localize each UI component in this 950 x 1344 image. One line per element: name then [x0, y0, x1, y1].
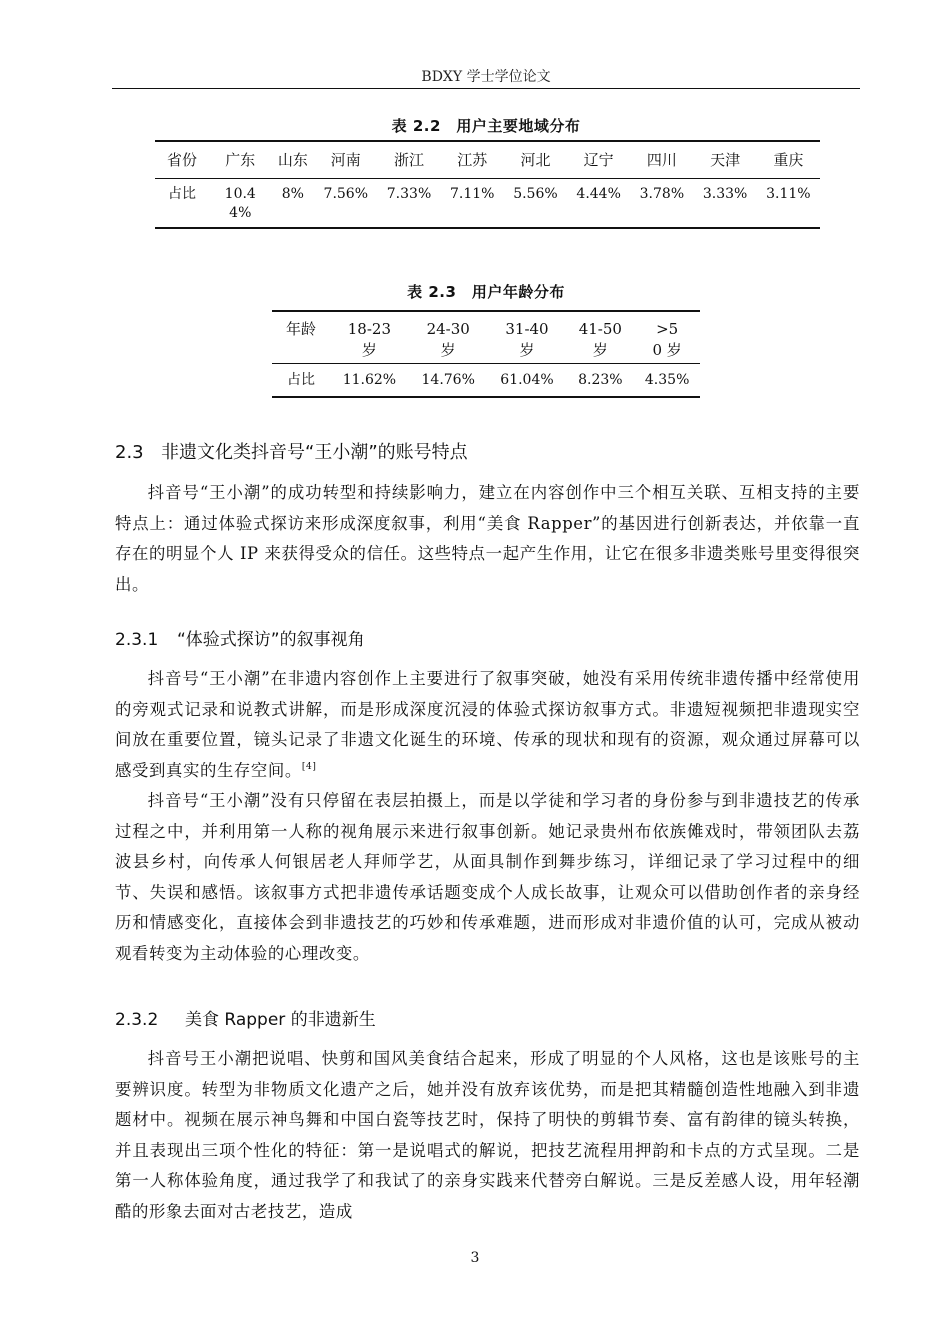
table-row [155, 179, 820, 229]
province-cell: 河南 [314, 141, 377, 179]
age-distribution-table [272, 310, 700, 398]
section-number: 2.3.2 [115, 1010, 159, 1030]
running-header: BDXY 学士学位论文 [421, 69, 551, 85]
table-row [272, 364, 700, 398]
share-cell: 4.44% [576, 186, 621, 202]
province-cell: 天津 [694, 141, 757, 179]
share-cell: 3.33% [702, 186, 748, 202]
section-number: 2.3.1 [115, 630, 159, 650]
table-row [272, 311, 700, 364]
section-title: “体验式探访”的叙事视角 [177, 630, 365, 650]
share-cell: 11.62% [342, 372, 397, 388]
share-cell: 7.56% [323, 186, 369, 202]
table-2-3-caption: 表 2.3 用户年龄分布 [407, 283, 565, 301]
share-cell: 7.33% [386, 186, 432, 202]
region-distribution-table [155, 140, 820, 229]
province-cell: 重庆 [757, 141, 820, 179]
section-2-3-1-paragraph-1: 抖音号“王小潮”在非遗内容创作上主要进行了叙事突破，她没有采用传统非遗传播中经常使用的旁观式记录和说教式讲解，而是形成深度沉浸的体验式探访叙事方式。非遗短视频把非遗现实空间放在重要位置，镜头记录了非遗文化诞生的环境、传承的现状和现有的资源，观众通过屏幕可以感受到真实的生存空间。[4] [115, 669, 860, 780]
share-cell: 10.44% [224, 186, 256, 221]
page-number: 3 [470, 1250, 480, 1266]
province-cell: 浙江 [377, 141, 440, 179]
age-group-cell: 31-40 岁 [488, 311, 567, 364]
section-2-3-2-paragraph: 抖音号王小潮把说唱、快剪和国风美食结合起来，形成了明显的个人风格，这也是该账号的主要辨识度。转型为非物质文化遗产之后，她并没有放弃该优势，而是把其精髓创造性地融入到非遗题材中。视频在展示神鸟舞和中国白瓷等技艺时，保持了明快的剪辑节奏、富有韵律的镜头转换，并且表现出三项个性化的特征：第一是说唱式的解说，把技艺流程用押韵和卡点的方式呈现。二是第一人称体验角度，通过我学了和我试了的亲身实践来代替旁白解说。三是反差感人设，用年轻潮酷的形象去面对古老技艺，造成 [115, 1049, 860, 1221]
province-cell: 河北 [504, 141, 567, 179]
age-group-cell: 24-30 岁 [409, 311, 488, 364]
section-2-3-1-heading [115, 625, 365, 650]
row-label-share: 占比 [287, 372, 315, 388]
province-cell: 辽宁 [567, 141, 630, 179]
province-cell: 四川 [630, 141, 693, 179]
age-group-cell: 41-50 岁 [566, 311, 634, 364]
section-2-3-paragraph: 抖音号“王小潮”的成功转型和持续影响力，建立在内容创作中三个相互关联、互相支持的主要特点上：通过体验式探访来形成深度叙事，利用“美食 Rapper”的基因进行创新表达，并依靠一直存在的明显个人 IP 来获得受众的信任。这些特点一起产生作用，让它在很多非遗类账号里变得很突出。 [115, 483, 860, 594]
province-cell: 山东 [272, 141, 315, 179]
row-label-age: 年龄 [272, 311, 330, 364]
share-cell: 14.76% [421, 372, 475, 388]
section-2-3-2-heading [115, 1005, 376, 1030]
age-group-cell: 18-23 岁 [330, 311, 409, 364]
share-cell: 4.35% [644, 372, 690, 388]
header-rule [112, 88, 860, 89]
citation: [4] [301, 761, 317, 772]
share-cell: 61.04% [500, 372, 554, 388]
share-cell: 8% [281, 186, 304, 202]
share-cell: 3.78% [639, 186, 685, 202]
age-group-cell: >50 岁 [634, 311, 700, 364]
share-cell: 8.23% [578, 372, 623, 388]
share-cell: 7.11% [449, 186, 495, 202]
province-cell: 江苏 [441, 141, 504, 179]
section-2-3-1-paragraph-2: 抖音号“王小潮”没有只停留在表层拍摄上，而是以学徒和学习者的身份参与到非遗技艺的传承过程之中，并利用第一人称的视角展示来进行叙事创新。她记录贵州布依族傩戏时，带领团队去荔波县乡村，向传承人何银居老人拜师学艺，从面具制作到舞步练习，详细记录了学习过程中的细节、失误和感悟。该叙事方式把非遗传承话题变成个人成长故事，让观众可以借助创作者的亲身经历和情感变化，直接体会到非遗技艺的巧妙和传承难题，进而形成对非遗价值的认可，完成从被动观看转变为主动体验的心理改变。 [115, 791, 860, 963]
province-cell: 广东 [209, 141, 272, 179]
share-cell: 5.56% [513, 186, 558, 202]
table-2-2-caption: 表 2.2 用户主要地域分布 [391, 117, 581, 135]
section-2-3-heading [115, 438, 468, 464]
share-cell: 3.11% [766, 186, 811, 202]
section-title: 非遗文化类抖音号“王小潮”的账号特点 [161, 442, 468, 463]
section-number: 2.3 [115, 442, 144, 463]
row-label-share: 占比 [168, 186, 196, 202]
section-title: 美食 Rapper 的非遗新生 [185, 1010, 376, 1030]
row-label-province: 省份 [155, 141, 209, 179]
table-row [155, 141, 820, 179]
